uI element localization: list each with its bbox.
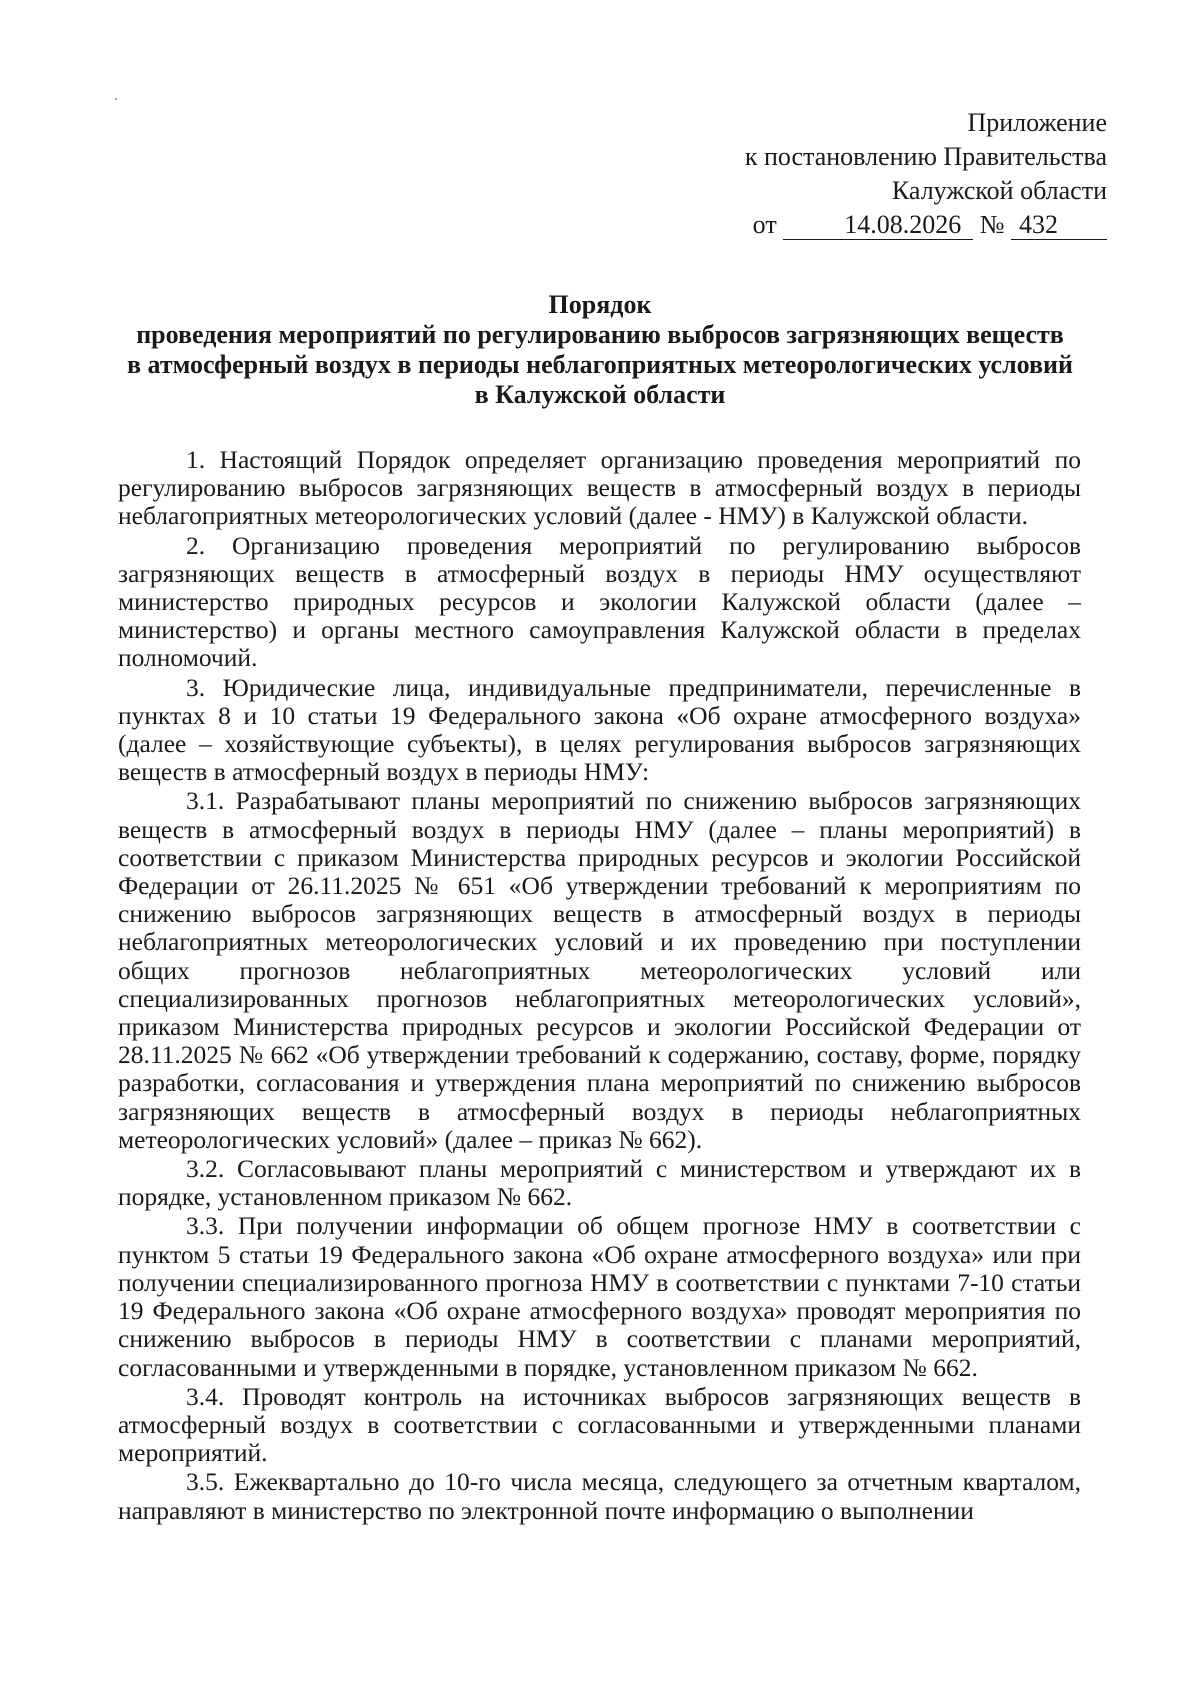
appendix-header [745,106,1107,242]
document-title [120,290,1080,410]
title-line-4: в Калужской области [474,380,726,409]
document-body [118,446,1081,1525]
title-line-2: проведения мероприятий по регулированию выбросов загрязняющих веществ [136,320,1064,349]
paragraph-3-1: 3.1. Разрабатывают планы мероприятий по снижению выбросов загрязняющих веществ в атмосферный воздух в периоды НМУ (далее – планы мероприятий) в соответствии с приказом Министерства природных ресурсов и экологии Российской Федерации от 26.11.2025 № 651 «Об утверждении требований к мероприятиям по снижению выбросов загрязняющих веществ в атмосферный воздух в периоды неблагоприятных метеорологических условий и их проведению при поступлении общих прогнозов неблагоприятных метеорологических условий или специализированных прогнозов неблагоприятных метеорологических условий», приказом Министерства природных ресурсов и экологии Российской Федерации от 28.11.2025 № 662 «Об утверждении требований к содержанию, составу, форме, порядку разработки, согласования и утверждения плана мероприятий по снижению выбросов загрязняющих веществ в атмосферный воздух в периоды неблагоприятных метеорологических условий» (далее – приказ № 662). [118,786,1081,1154]
appendix-resolution-line: к постановлению Правительства [744,142,1107,171]
paragraph-3: 3. Юридические лица, индивидуальные предприниматели, перечисленные в пунктах 8 и 10 статьи 19 Федерального закона «Об охране атмосферного воздуха» (далее – хозяйствующие субъекты), в целях регулирования выбросов загрязняющих веществ в атмосферный воздух в периоды НМУ: [118,672,1081,787]
scan-speck [115,98,117,100]
number-sign: № [979,210,1005,239]
appendix-label: Приложение [967,108,1107,137]
title-line-3: в атмосферный воздух в периоды неблагоприятных метеорологических условий [126,350,1074,379]
appendix-date-line [745,208,1107,242]
title-line-1: Порядок [548,290,652,319]
number-field: 432 [1011,211,1107,240]
paragraph-1: 1. Настоящий Порядок определяет организацию проведения мероприятий по регулированию выбросов загрязняющих веществ в атмосферный воздух в периоды неблагоприятных метеорологических условий (далее - НМУ) в Калужской области. [118,445,1081,531]
paragraph-3-2: 3.2. Согласовывают планы мероприятий с министерством и утверждают их в порядке, установленном приказом № 662. [118,1154,1081,1212]
date-field: 14.08.2026 [783,211,973,240]
paragraph-3-5: 3.5. Ежеквартально до 10-го числа месяца, следующего за отчетным кварталом, направляют в министерство по электронной почте информацию о выполнении [118,1467,1081,1525]
appendix-region-line: Калужской области [891,176,1107,205]
paragraph-3-4: 3.4. Проводят контроль на источниках выбросов загрязняющих веществ в атмосферный воздух в соответствии с согласованными и утвержденными планами мероприятий. [118,1381,1081,1468]
date-prefix: от [752,210,777,239]
paragraph-2: 2. Организацию проведения мероприятий по регулированию выбросов загрязняющих веществ в атмосферный воздух в периоды НМУ осуществляют министерство природных ресурсов и экологии Калужской области (далее – министерство) и органы местного самоуправления Калужской области в пределах полномочий. [118,530,1081,673]
paragraph-3-3: 3.3. При получении информации об общем прогнозе НМУ в соответствии с пунктом 5 статьи 19 Федерального закона «Об охране атмосферного воздуха» или при получении специализированного прогноза НМУ в соответствии с пунктами 7-10 статьи 19 Федерального закона «Об охране атмосферного воздуха» проводят мероприятия по снижению выбросов в периоды НМУ в соответствии с планами мероприятий, согласованными и утвержденными в порядке, установленном приказом № 662. [118,1211,1081,1382]
